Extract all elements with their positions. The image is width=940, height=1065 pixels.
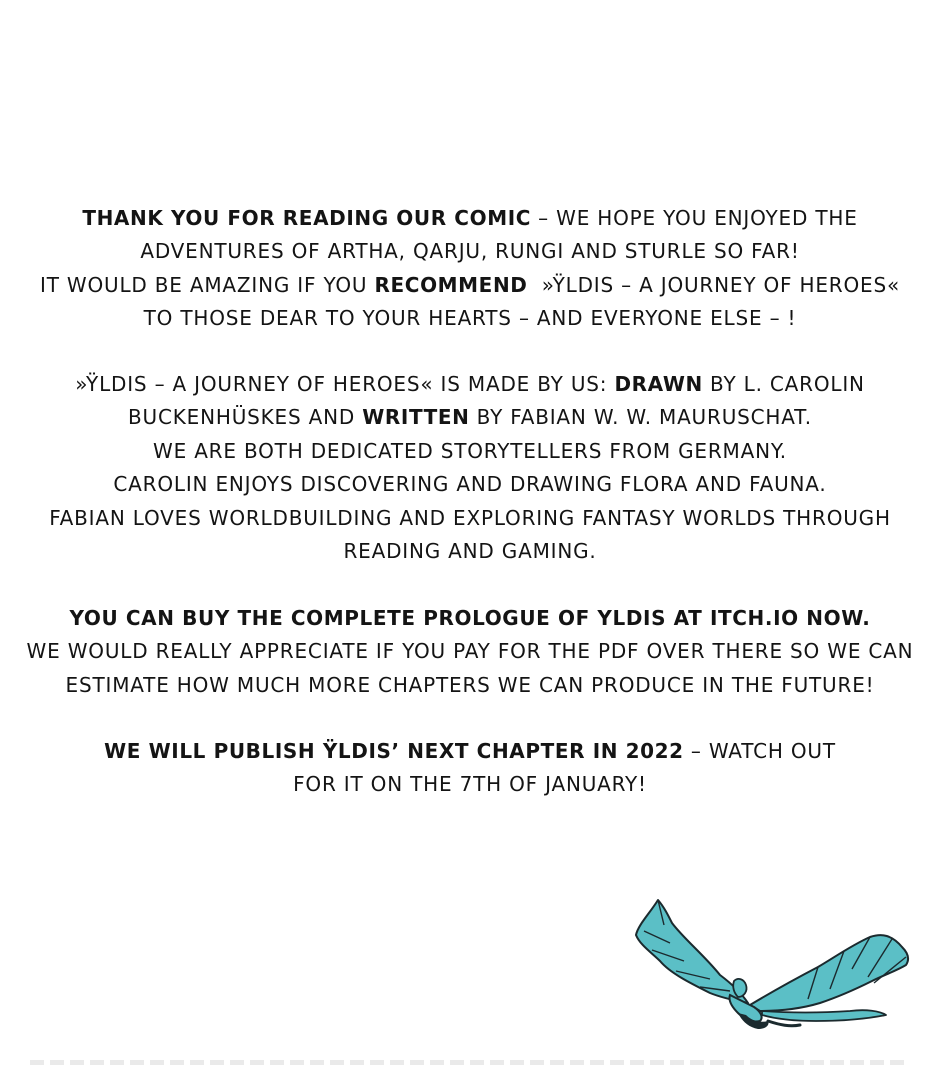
recommend-emphasis: RECOMMEND	[374, 272, 528, 297]
about-line-6: READING AND GAMING.	[343, 539, 597, 564]
buy-line-3: ESTIMATE HOW MUCH MORE CHAPTERS WE CAN PRODUCE IN THE FUTURE!	[65, 672, 875, 697]
about-line-3: WE ARE BOTH DEDICATED STORYTELLERS FROM GERMANY.	[153, 438, 787, 463]
written-emphasis: WRITTEN	[362, 405, 470, 430]
buy-paragraph	[20, 602, 920, 702]
buy-line-2: WE WOULD REALLY APPRECIATE IF YOU PAY FOR THE PDF OVER THERE SO WE CAN	[26, 639, 914, 664]
thanks-paragraph	[20, 202, 920, 336]
thanks-line-3-pre: IT WOULD BE AMAZING IF YOU	[40, 272, 375, 297]
thanks-line-1	[20, 202, 920, 235]
about-line-5: FABIAN LOVES WORLDBUILDING AND EXPLORING FANTASY WORLDS THROUGH	[49, 505, 891, 530]
next-line-1-rest: – WATCH OUT	[683, 739, 836, 763]
next-chapter-heading: WE WILL PUBLISH ŸLDIS’ NEXT CHAPTER IN 2022	[104, 739, 684, 763]
about-line-4: CAROLIN ENJOYS DISCOVERING AND DRAWING FLORA AND FAUNA.	[113, 472, 827, 497]
bottom-edge-strip	[30, 1060, 910, 1065]
thanks-line-4: TO THOSE DEAR TO YOUR HEARTS – AND EVERYONE ELSE – !	[143, 306, 797, 331]
about-line-2-pre: BUCKENHÜSKES AND	[128, 405, 363, 430]
thanks-heading: THANK YOU FOR READING OUR COMIC	[82, 206, 532, 230]
about-line-2	[20, 401, 920, 434]
thanks-line-3-post: »ŸLDIS – A JOURNEY OF HEROES«	[527, 272, 900, 297]
buy-heading: YOU CAN BUY THE COMPLETE PROLOGUE OF YLDIS AT ITCH.IO NOW.	[69, 606, 871, 630]
about-line-1	[20, 368, 920, 401]
next-line-2: FOR IT ON THE 7TH OF JANUARY!	[293, 772, 647, 797]
thanks-line-2: ADVENTURES OF ARTHA, QARJU, RUNGI AND STURLE SO FAR!	[140, 239, 800, 264]
about-line-1-pre: »ŸLDIS – A JOURNEY OF HEROES« IS MADE BY US:	[75, 372, 615, 396]
thanks-line-1-text: – WE HOPE YOU ENJOYED THE	[531, 206, 858, 230]
next-chapter-paragraph	[20, 735, 920, 802]
thanks-line-3	[20, 269, 920, 302]
about-paragraph	[20, 368, 920, 568]
about-line-2-post: BY FABIAN W. W. MAURUSCHAT.	[469, 405, 812, 430]
about-line-1-post: BY L. CAROLIN	[702, 372, 865, 396]
next-line-1	[20, 735, 920, 768]
drawn-emphasis: DRAWN	[614, 372, 703, 396]
dragon-icon	[630, 895, 915, 1035]
